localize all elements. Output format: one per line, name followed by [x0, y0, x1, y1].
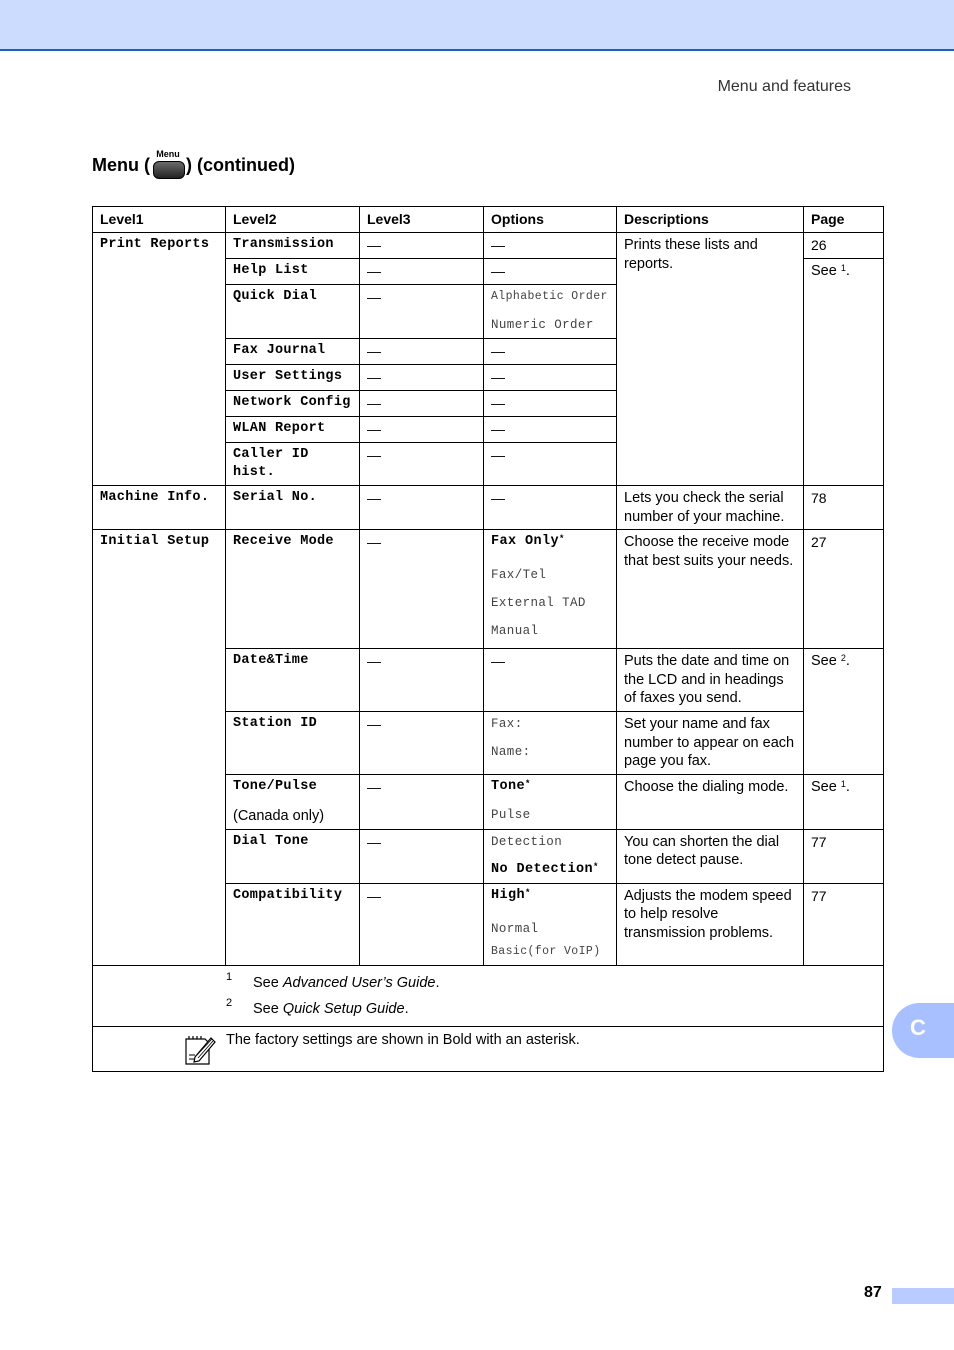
options-cell: —	[484, 259, 617, 285]
table-row	[93, 233, 884, 259]
menu-key-icon	[151, 150, 185, 180]
option-basic-voip: Basic(for VoIP)	[491, 944, 601, 958]
options-cell	[484, 712, 617, 775]
option-external-tad: External TAD	[491, 596, 586, 610]
option-fax-tel: Fax/Tel	[491, 568, 547, 582]
header-descriptions: Descriptions	[617, 207, 804, 233]
page-title	[92, 150, 295, 180]
appendix-tab-label: C	[910, 1015, 926, 1040]
note-row	[93, 1026, 884, 1071]
footnotes-row	[93, 965, 884, 1026]
level2-date-time: Date&Time	[226, 649, 360, 712]
header-level2: Level2	[226, 207, 360, 233]
option-fax-only: Fax Only*	[491, 534, 565, 549]
footnote-1-title: Advanced User’s Guide	[282, 974, 436, 991]
station-id-description: Set your name and fax number to appear on each page you fax.	[617, 712, 804, 775]
footnote-1-number: 1	[226, 970, 233, 983]
level2-help-list: Help List	[226, 259, 360, 285]
level3-cell: —	[360, 259, 484, 285]
title-prefix: Menu (	[92, 154, 150, 175]
page-cell: 77	[804, 829, 884, 883]
menu-key-label: Menu	[156, 149, 180, 159]
level2-serial-no: Serial No.	[226, 486, 360, 530]
date-time-description: Puts the date and time on the LCD and in headings of faxes you send.	[617, 649, 804, 712]
option-alphabetic-order: Alphabetic Order	[491, 290, 608, 303]
tone-pulse-note: (Canada only)	[233, 808, 325, 824]
option-no-detection: No Detection*	[491, 861, 599, 877]
level2-fax-journal: Fax Journal	[226, 339, 360, 365]
level3-cell: —	[360, 339, 484, 365]
note-pencil-icon	[183, 1033, 217, 1067]
level2-receive-mode: Receive Mode	[226, 530, 360, 649]
level2-transmission: Transmission	[226, 233, 360, 259]
level3-cell: —	[360, 486, 484, 530]
level2-wlan-report: WLAN Report	[226, 417, 360, 443]
footnote-2-number: 2	[226, 996, 233, 1009]
dial-tone-description: You can shorten the dial tone detect pause.	[617, 829, 804, 883]
title-suffix: ) (continued)	[186, 154, 295, 175]
options-cell: —	[484, 486, 617, 530]
level2-quick-dial: Quick Dial	[226, 285, 360, 339]
level3-cell: —	[360, 285, 484, 339]
option-manual: Manual	[491, 624, 539, 638]
options-cell: —	[484, 365, 617, 391]
level2-compatibility: Compatibility	[226, 883, 360, 965]
level2-tone-pulse-cell	[226, 775, 360, 830]
options-cell	[484, 775, 617, 830]
level3-cell: —	[360, 829, 484, 883]
page-number: 87	[864, 1284, 882, 1301]
page-cell: See $^2$.	[804, 649, 884, 775]
receive-mode-description: Choose the receive mode that best suits your needs.	[617, 530, 804, 649]
level1-machine-info: Machine Info.	[93, 486, 226, 530]
option-tone: Tone*	[491, 779, 531, 794]
table-row	[93, 486, 884, 530]
level2-caller-id-hist: Caller ID hist.	[226, 443, 360, 486]
options-cell: —	[484, 339, 617, 365]
option-high: High*	[491, 887, 531, 903]
page-cell: See $^1$.	[804, 775, 884, 830]
note-text: The factory settings are shown in Bold with an asterisk.	[226, 1031, 580, 1048]
page-cell: 78	[804, 486, 884, 530]
option-normal: Normal	[491, 921, 539, 936]
level2-tone-pulse: Tone/Pulse	[233, 779, 318, 794]
level3-cell: —	[360, 233, 484, 259]
header-level3: Level3	[360, 207, 484, 233]
level2-station-id: Station ID	[226, 712, 360, 775]
section-header: Menu and features	[717, 78, 851, 95]
options-cell: —	[484, 443, 617, 486]
table-header-row	[93, 207, 884, 233]
level2-dial-tone: Dial Tone	[226, 829, 360, 883]
option-detection: Detection	[491, 834, 563, 849]
options-cell: —	[484, 391, 617, 417]
option-numeric-order: Numeric Order	[491, 318, 594, 332]
level2-network-config: Network Config	[226, 391, 360, 417]
appendix-tab-c	[892, 1003, 954, 1058]
header-page: Page	[804, 207, 884, 233]
options-cell: —	[484, 649, 617, 712]
machine-info-description: Lets you check the serial number of your machine.	[617, 486, 804, 530]
options-cell: —	[484, 233, 617, 259]
page-cell: 27	[804, 530, 884, 649]
footnote-2: 2 See Quick Setup Guide.	[93, 1000, 883, 1018]
page-cell: 26	[804, 233, 884, 259]
level3-cell: —	[360, 530, 484, 649]
header-level1: Level1	[93, 207, 226, 233]
level1-initial-setup: Initial Setup	[93, 530, 226, 966]
level2-user-settings: User Settings	[226, 365, 360, 391]
level3-cell: —	[360, 712, 484, 775]
options-cell: —	[484, 417, 617, 443]
print-reports-description: Prints these lists and reports.	[617, 233, 804, 486]
footnote-2-title: Quick Setup Guide	[282, 1000, 405, 1017]
option-name: Name:	[491, 745, 531, 759]
level1-print-reports: Print Reports	[93, 233, 226, 486]
options-cell	[484, 883, 617, 965]
page-number-bar	[892, 1288, 954, 1304]
level3-cell: —	[360, 883, 484, 965]
level3-cell: —	[360, 649, 484, 712]
level3-cell: —	[360, 391, 484, 417]
table-row	[93, 530, 884, 649]
options-cell	[484, 530, 617, 649]
option-fax: Fax:	[491, 717, 523, 731]
page-cell: 77	[804, 883, 884, 965]
level3-cell: —	[360, 417, 484, 443]
menu-table	[92, 206, 884, 1072]
level3-cell: —	[360, 365, 484, 391]
option-pulse: Pulse	[491, 808, 531, 822]
top-header-bar	[0, 0, 954, 51]
options-cell	[484, 829, 617, 883]
compatibility-description: Adjusts the modem speed to help resolve transmission problems.	[617, 883, 804, 965]
footnote-1: 1 See Advanced User’s Guide.	[93, 974, 883, 992]
options-cell	[484, 285, 617, 339]
level3-cell: —	[360, 443, 484, 486]
header-options: Options	[484, 207, 617, 233]
level3-cell: —	[360, 775, 484, 830]
tone-pulse-description: Choose the dialing mode.	[617, 775, 804, 830]
page-cell: See $^1$.	[804, 259, 884, 486]
